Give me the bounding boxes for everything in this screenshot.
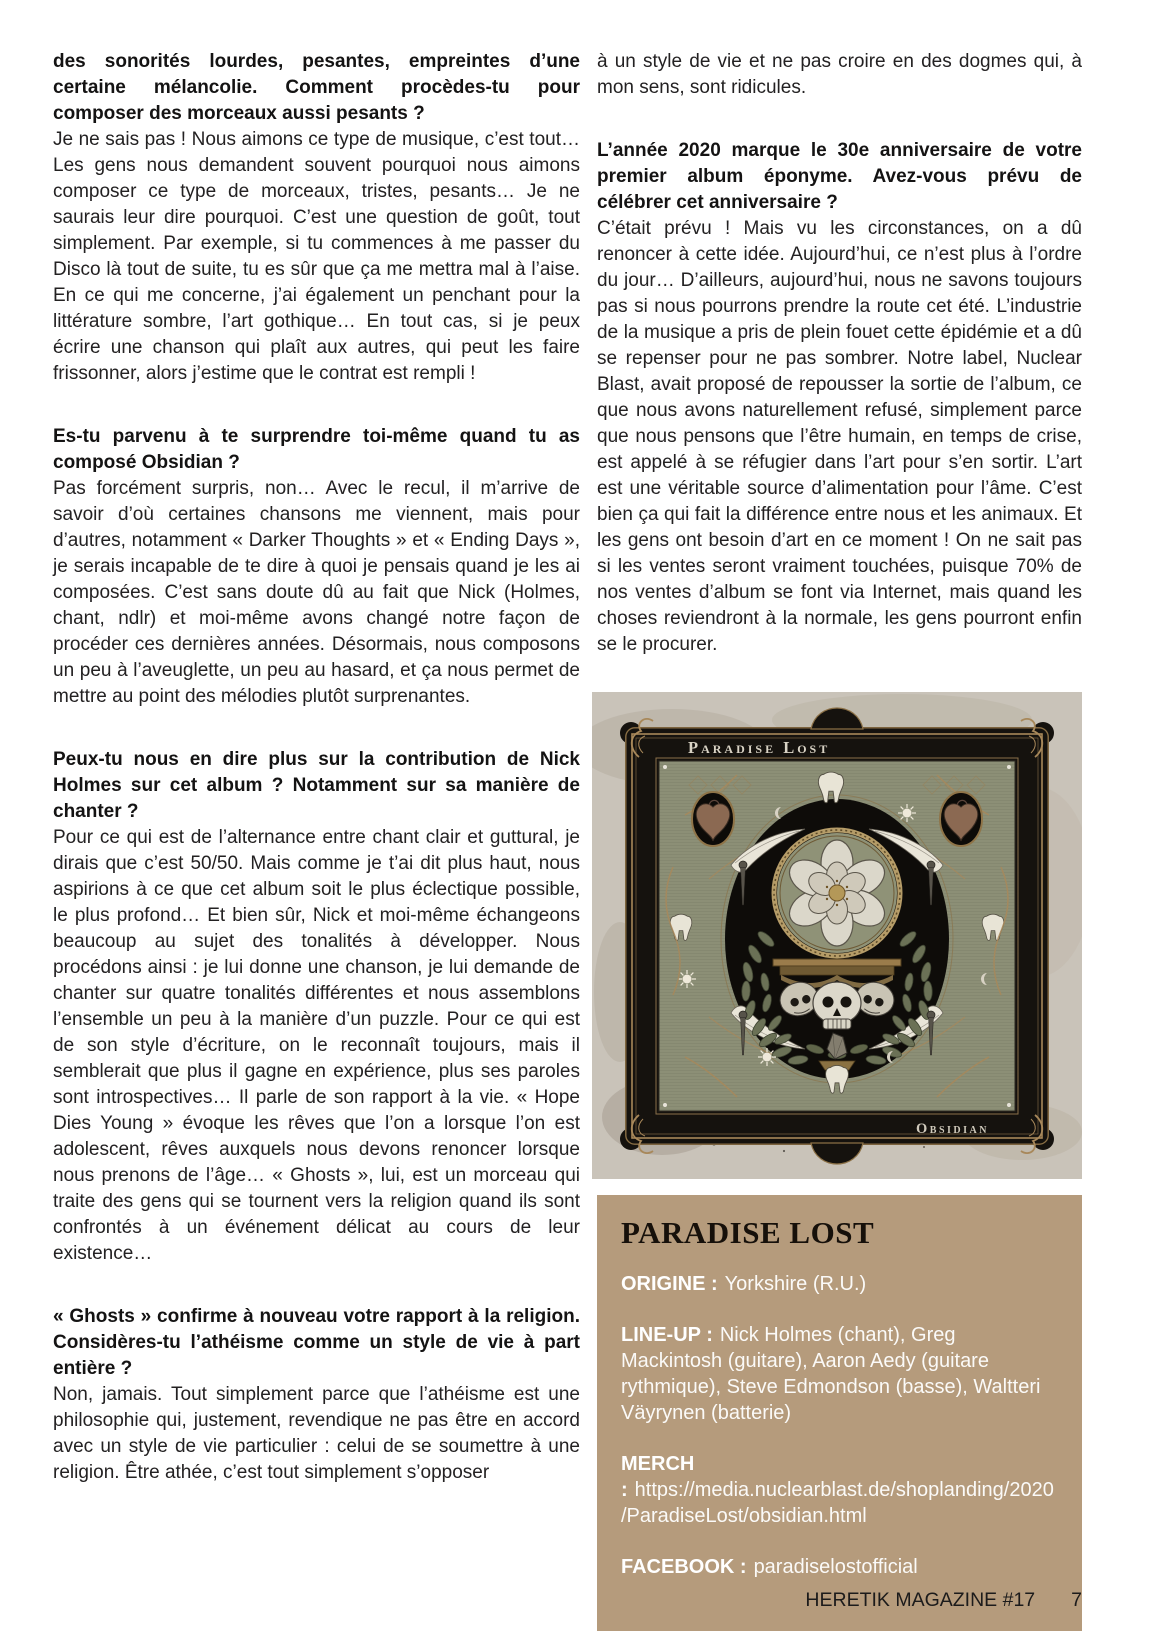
info-field-value: Yorkshire (R.U.) bbox=[724, 1273, 867, 1295]
article-left-column bbox=[53, 49, 580, 1486]
band-name-text: Paradise Lost bbox=[688, 738, 831, 757]
info-box-title: PARADISE LOST bbox=[621, 1215, 875, 1250]
info-field-label: ORIGINE : bbox=[621, 1273, 718, 1295]
page-footer bbox=[805, 1589, 1082, 1612]
article-paragraph: Pour ce qui est de l’alternance entre chant clair et guttural, je dirais que c’est 50/50. Mais comme je t’ai dit plus haut, nous aspirions à ce que cet album soit le plus éclectique possible, le plus profond… Et bien sûr, Nick et moi-même échangeons beaucoup au sujet des tonalités à développer. Nous procédons ainsi : je lui donne une chanson, je lui demande de chanter sur quatre tonalités différentes et nous assemblons l’ensemble un peu à la manière d’un puzzle. Pour ce qui est de son style d’écriture, on le reconnaît toujours, mais il semblerait que plus il gagne en expérience, plus ses paroles sont introspectives… Il parle de son rapport à la vie. « Hope Dies Young » évoque les rêves que l’on a lorsque l’on est adolescent, rêves auxquels nous devons renoncer lorsque nous prenons de l’âge… « Ghosts », lui, est un morceau qui traite des gens qui se tournent vers la religion quand ils sont confrontés à un événement délicat au cours de leur existence… bbox=[53, 827, 580, 1264]
article-paragraph: Pas forcément surpris, non… Avec le recul, il m’arrive de savoir d’où certaines chansons me viennent, mais pour d’autres, notamment « Darker Thoughts » et « Ending Days », je serais incapable de te dire à quoi je pensais quand je les ai composées. C’est sans doute dû au fait que Nick (Holmes, chant, ndlr) et moi-même avons changé notre façon de procéder ces dernières années. Désormais, nous composons un peu à l’aveuglette, un peu au hasard, et ça nous permet de mettre au point des mélodies plutôt surprenantes. bbox=[53, 478, 580, 707]
starburst-icon bbox=[758, 1048, 776, 1066]
info-field-label: MERCH : bbox=[621, 1453, 695, 1501]
starburst-icon bbox=[898, 804, 916, 822]
article-right-column bbox=[597, 49, 1082, 1631]
heart-medallion-left bbox=[692, 792, 734, 846]
info-field bbox=[621, 1451, 1058, 1529]
page-number: 7 bbox=[1071, 1589, 1082, 1611]
cover-frame bbox=[620, 708, 1054, 1164]
heart-medallion-right bbox=[940, 792, 982, 846]
article-paragraph: « Ghosts » confirme à nouveau votre rapport à la religion. Considères-tu l’athéisme comme un style de vie à part entière ? bbox=[53, 1306, 580, 1379]
info-field-value: https://media.nuclearblast.de/shoplanding/2020/ParadiseLost/obsidian.html bbox=[621, 1479, 1054, 1527]
info-field bbox=[621, 1271, 1058, 1297]
info-box-fields bbox=[621, 1271, 1058, 1580]
info-field bbox=[621, 1554, 1058, 1580]
info-field bbox=[621, 1322, 1058, 1426]
info-field-value: paradiselostofficial bbox=[753, 1556, 918, 1578]
right-column-text bbox=[597, 49, 1082, 658]
rose-icon bbox=[774, 830, 900, 956]
article-paragraph: Je ne sais pas ! Nous aimons ce type de musique, c’est tout… Les gens nous demandent souvent pourquoi nous aimons composer ce type de morceaux, tristes, pesants… Je ne saurais leur dire pourquoi. C’est une question de goût, tout simplement. Par exemple, si tu commences à me passer du Disco là tout de suite, tu es sûr que ça me mettra mal à l’aise. En ce qui me concerne, j’ai également un penchant pour la littérature sombre, l’art gothique… En tout cas, si je peux écrire une chanson qui plaît aux autres, qui peut les faire frissonner, alors j’estime que le contrat est rempli ! bbox=[53, 129, 580, 384]
article-paragraph: L’année 2020 marque le 30e anniversaire de votre premier album éponyme. Avez-vous prévu de célébrer cet anniversaire ? bbox=[597, 140, 1082, 213]
info-field-value: Nick Holmes (chant), Greg Mackintosh (guitare), Aaron Aedy (guitare rythmique), Steve Edmondson (basse), Waltteri Väyrynen (batterie) bbox=[621, 1324, 1041, 1424]
article-paragraph: des sonorités lourdes, pesantes, empreintes d’une certaine mélancolie. Comment procèdes-tu pour composer des morceaux aussi pesants ? bbox=[53, 51, 580, 124]
info-field-label: FACEBOOK : bbox=[621, 1556, 747, 1578]
album-title-text: Obsidian bbox=[916, 1121, 989, 1137]
article-paragraph: Peux-tu nous en dire plus sur la contribution de Nick Holmes sur cet album ? Notamment sur sa manière de chanter ? bbox=[53, 749, 580, 822]
article-paragraph: à un style de vie et ne pas croire en des dogmes qui, à mon sens, sont ridicules. bbox=[597, 51, 1082, 98]
starburst-icon bbox=[678, 970, 696, 988]
info-field-label: LINE-UP : bbox=[621, 1324, 713, 1346]
band-info-box bbox=[597, 1195, 1082, 1631]
article-paragraph: C’était prévu ! Mais vu les circonstances, on a dû renoncer à cette idée. Aujourd’hui, ce n’est plus à l’ordre du jour… D’ailleurs, aujourd’hui, nous ne savons toujours pas si nous pourrons prendre la route cet été. L’industrie de la musique a pris de plein fouet cette épidémie et a dû se repenser pour ne pas sombrer. Notre label, Nuclear Blast, avait proposé de repousser la sortie de l’album, ce que nous avons naturellement refusé, simplement parce que nous pensons que l’être humain, en temps de crise, est appelé à se réfugier dans l’art pour s’en sortir. L’art est une véritable source d’alimentation pour l’âme. C’est bien ça qui fait la différence entre nous et les animaux. Et les gens ont besoin d’art en ce moment ! On ne sait pas si les ventes seront vraiment touchées, puisque 70% de nos ventes d’album se font via Internet, mais quand les choses reviendront à la normale, les gens pourront enfin se le procurer. bbox=[597, 218, 1082, 655]
article-paragraph: Non, jamais. Tout simplement parce que l’athéisme est une philosophie qui, justement, revendique ne pas être en accord avec un style de vie particulier : celui de se soumettre à une religion. Être athée, c’est tout simplement s’opposer bbox=[53, 1384, 580, 1483]
album-cover-art bbox=[592, 692, 1082, 1179]
magazine-name: HERETIK MAGAZINE #17 bbox=[805, 1589, 1036, 1611]
album-cover-photo bbox=[592, 692, 1082, 1179]
article-paragraph: Es-tu parvenu à te surprendre toi-même quand tu as composé Obsidian ? bbox=[53, 426, 580, 473]
